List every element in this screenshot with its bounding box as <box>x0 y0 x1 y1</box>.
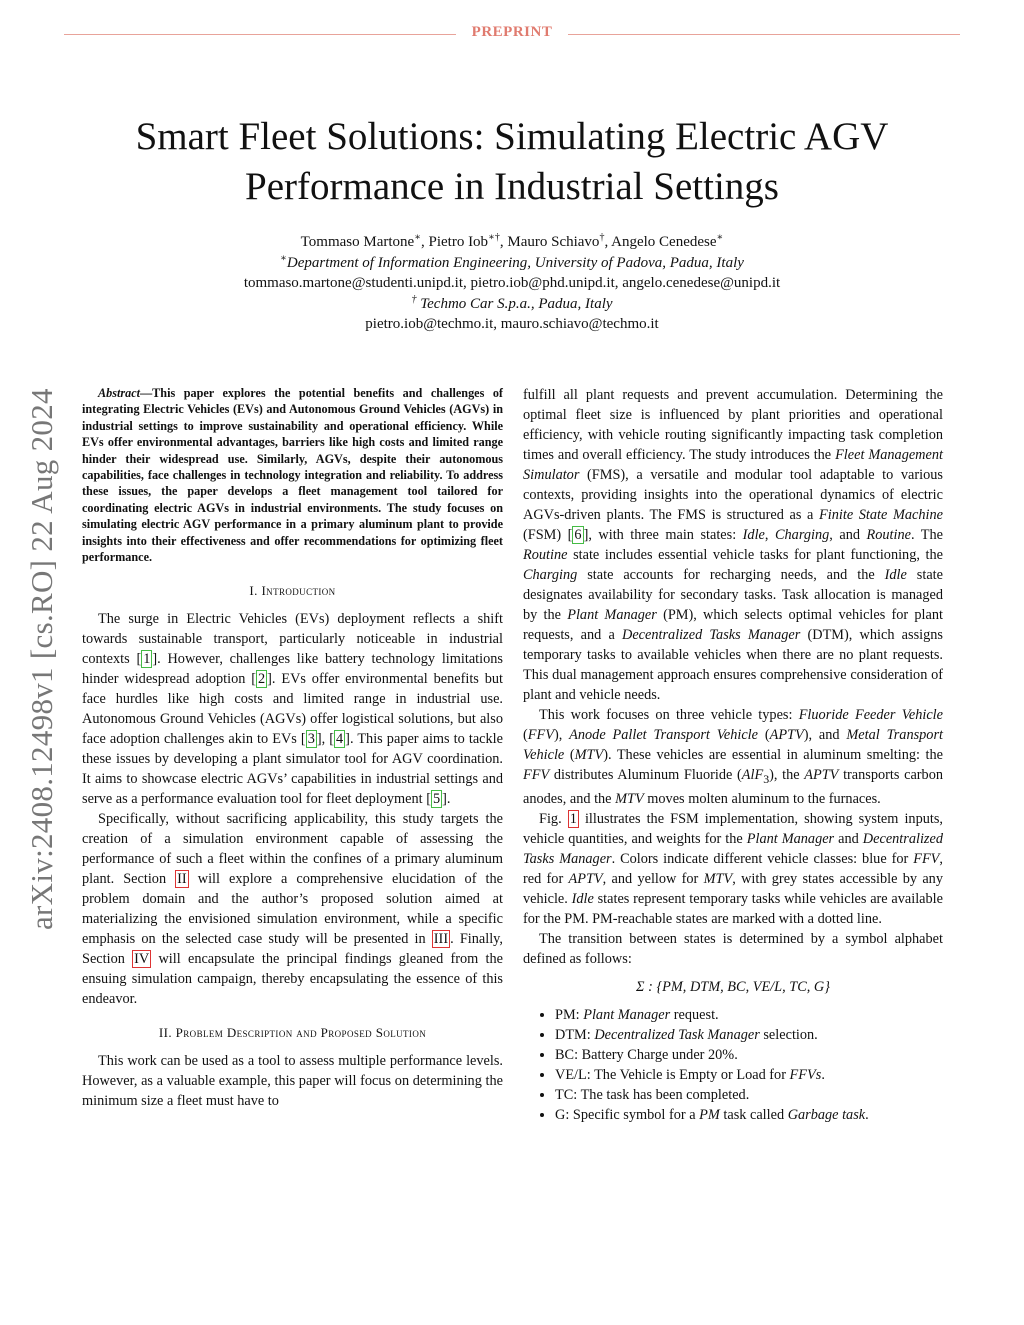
author-name: Pietro Iob <box>428 234 489 250</box>
paper-title <box>80 112 944 212</box>
affiliation-text: Techmo Car S.p.a., Padua, Italy <box>420 295 613 312</box>
author-name: Angelo Cenedese <box>611 234 717 250</box>
list-item: • TC: The task has been completed. <box>555 1085 943 1105</box>
author-mark: ∗† <box>488 232 500 243</box>
section-ref-link[interactable]: II <box>177 871 187 888</box>
left-column <box>82 385 503 1111</box>
affiliation-1 <box>80 253 944 274</box>
section-number: II. <box>158 1025 172 1041</box>
affiliation-2 <box>80 294 944 315</box>
author-block <box>80 232 944 335</box>
author-name: Tommaso Martone <box>300 234 415 250</box>
symbol-list <box>523 1005 943 1125</box>
citation-link[interactable]: 5 <box>432 791 441 808</box>
list-item: • VE/L: The Vehicle is Empty or Load for FFVs. <box>555 1065 943 1085</box>
intro-paragraph-1: The surge in Electric Vehicles (EVs) deployment reflects a shift towards sustainable transport, particularly noticeable in industrial contexts [ 1 ]. However, challenges like battery technology limitations hinder widespread adoption [ 2 ]. EVs offer environmental benefits but face hurdles like high costs and limited range in industrial use. Autonomous Ground Vehicles (AGVs) offer logistical solutions, but also face adoption challenges akin to EVs [ 3 ], [ 4 ]. This paper aims to tackle these issues by developing a plant simulator tool for AGV coordination. It aims to showcase electric AGVs’ capabilities in industrial settings and serve as a performance evaluation tool for fleet deployment [ 5 ]. <box>82 611 503 808</box>
section-ref-link[interactable]: III <box>433 931 449 948</box>
author-name: Mauro Schiavo <box>507 234 600 250</box>
author-mark: ∗ <box>716 232 724 243</box>
citation-link[interactable]: 1 <box>143 651 151 668</box>
citation-link[interactable]: 4 <box>336 731 344 748</box>
citation-link[interactable]: 2 <box>257 671 266 688</box>
author-list: Tommaso Martone∗, Pietro Iob∗†, Mauro Schiavo†, Angelo Cenedese∗ <box>300 232 724 250</box>
header-rule-right <box>568 34 960 35</box>
email-line-1: tommaso.martone@studenti.unipd.it, pietro.iob@phd.unipd.it, angelo.cenedese@unipd.it <box>243 275 781 291</box>
alphabet-formula: Σ : {PM, DTM, BC, VE/L, TC, G} <box>636 978 830 995</box>
abstract <box>82 385 503 565</box>
section-title: Introduction <box>261 583 336 599</box>
affiliation-mark: † <box>411 293 417 305</box>
list-item: • PM: Plant Manager request. <box>555 1005 943 1025</box>
arxiv-sidebar-stamp: arXiv:2408.12498v1 [cs.RO] 22 Aug 2024 <box>24 388 59 930</box>
transition-paragraph: The transition between states is determined by a symbol alphabet defined as follows: <box>523 930 943 967</box>
section-heading-problem <box>82 1023 503 1043</box>
citation-link[interactable]: 6 <box>574 527 582 543</box>
list-item: • G: Specific symbol for a PM task called Garbage task. <box>555 1105 943 1125</box>
section-ref-link[interactable]: IV <box>134 951 150 968</box>
list-item: • DTM: Decentralized Task Manager selection. <box>555 1025 943 1045</box>
fsm-figure-paragraph: Fig. 1 illustrates the FSM implementation, showing system inputs, vehicle quantities, and weights for the Plant Manager and Decentralized Tasks Manager. Colors indicate different vehicle classes: blue for FFV, red for APTV, and yellow for MTV, with grey states accessible by any vehicle. Idle states represent temporary tasks while vehicles are available for the PM. PM-reachable states are marked with a dotted line. <box>523 810 943 927</box>
problem-paragraph-1: This work can be used as a tool to assess multiple performance levels. However, as a valuable example, this paper will focus on determining the minimum size a fleet must have to <box>82 1053 503 1110</box>
right-column <box>523 385 943 1125</box>
author-mark: † <box>599 232 605 243</box>
abstract-text: —This paper explores the potential benefits and challenges of integrating Electric Vehicles (EVs) and Autonomous Ground Vehicles (AGVs) in industrial settings to improve sustainability and operational efficiency. While EVs offer environmental advantages, barriers like high costs and limited range hinder their widespread use. Similarly, AGVs, despite their autonomous capabilities, face challenges in technology integration and reliability. To address these issues, the paper develops a fleet management tool tailored for coordinating electric AGVs in industrial environments. The study focuses on simulating electric AGV performance in a primary aluminum plant to provide insights into their effectiveness and offer recommendations for optimizing fleet performance. <box>82 386 503 565</box>
abstract-label: Abstract <box>98 386 140 400</box>
affiliation-text: Department of Information Engineering, University of Padova, Padua, Italy <box>286 254 744 271</box>
section-number: I. <box>249 583 258 599</box>
figure-ref-link[interactable]: 1 <box>569 810 577 827</box>
title-line-2: Performance in Industrial Settings <box>245 165 779 208</box>
section-heading-intro <box>82 581 503 601</box>
section-title: Problem Description and Proposed Solution <box>175 1025 427 1041</box>
affiliation-mark: ∗ <box>280 252 287 264</box>
list-item: • BC: Battery Charge under 20%. <box>555 1045 943 1065</box>
preprint-label: PREPRINT <box>471 24 553 40</box>
citation-link[interactable]: 3 <box>307 731 315 748</box>
intro-paragraph-2: Specifically, without sacrificing applicability, this study targets the creation of a simulation environment capable of assessing the performance of such a fleet within the confines of a primary aluminum plant. Section II will explore a comprehensive elucidation of the problem domain and the author’s proposed solution aimed at materializing the envisioned simulation environment, while a specific emphasis on the selected case study will be presented in III . Finally, Section IV will encapsulate the principal findings gleaned from the ensuing simulation campaign, thereby encapsulating the essence of this endeavor. <box>82 811 503 1008</box>
vehicle-types-paragraph: This work focuses on three vehicle types: Fluoride Feeder Vehicle (FFV), Anode Pallet Transport Vehicle (APTV), and Metal Transport Vehicle (MTV). These vehicles are essential in aluminum smelting: the FFV distributes Aluminum Fluoride (AlF$_3$), the APTV transports carbon anodes, and the MTV moves molten aluminum to the furnaces. <box>523 707 944 807</box>
preprint-header <box>64 24 960 44</box>
email-line-2: pietro.iob@techmo.it, mauro.schiavo@techmo.it <box>365 316 659 332</box>
title-line-1: Smart Fleet Solutions: Simulating Electric AGV <box>135 115 889 158</box>
fms-paragraph: fulfill all plant requests and prevent accumulation. Determining the optimal fleet size is influenced by plant priorities and operational efficiency, with vehicle routing significantly impacting task completion times and overall efficiency. The study introduces the Fleet Management Simulator (FMS), a versatile and modular tool adaptable to various contexts, providing insights into the operational dynamics of electric AGVs-driven plants. The FMS is structured as a Finite State Machine (FSM) [ 6 ], with three main states: Idle, Charging, and Routine. The Routine state includes essential vehicle tasks for plant functioning, the Charging state accounts for recharging needs, and the Idle state designates availability for secondary tasks. Task allocation is managed by the Plant Manager (PM), which selects optimal vehicles for plant requests, and a Decentralized Tasks Manager (DTM), which assigns temporary tasks to available vehicles when there are no plant requests. This dual management approach ensures comprehensive consideration of plant and vehicle needs. <box>523 387 943 703</box>
author-mark: ∗ <box>414 232 421 243</box>
